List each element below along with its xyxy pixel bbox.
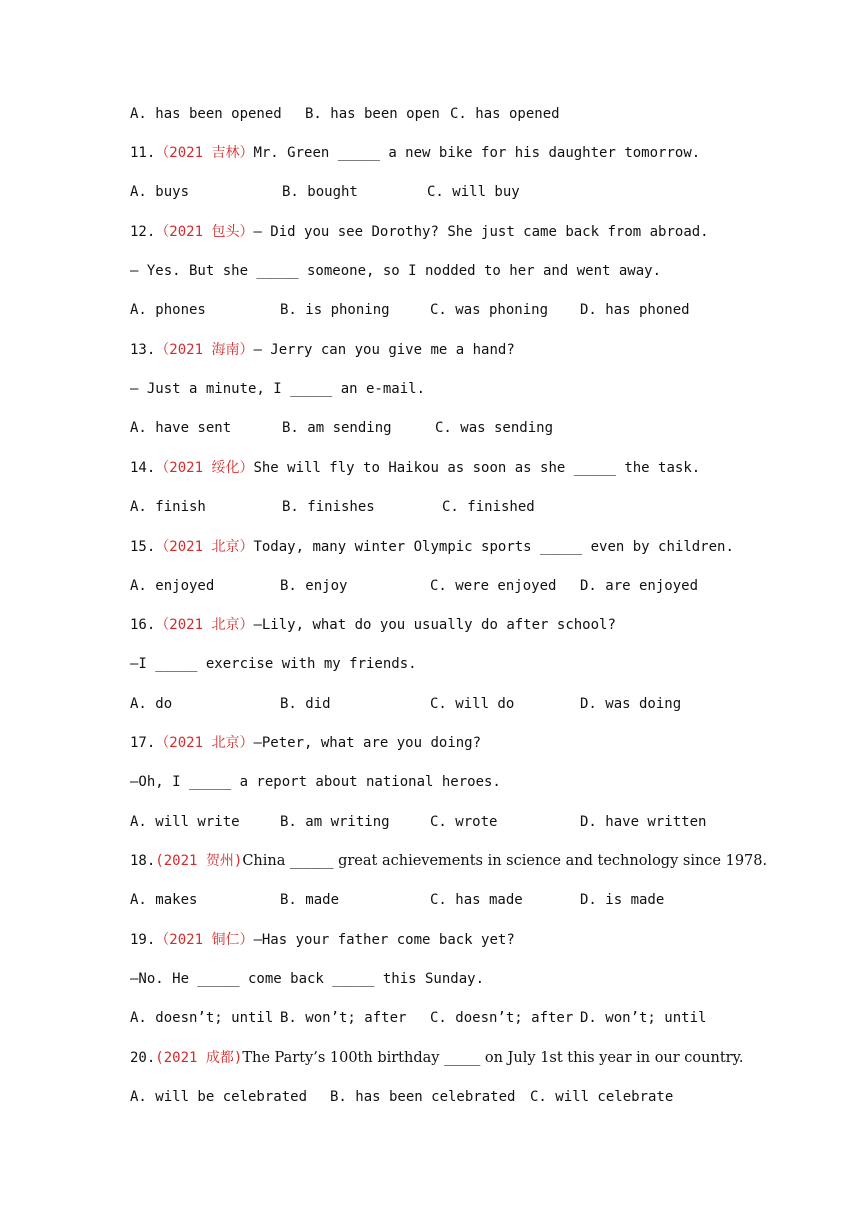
option-c: C. has opened [450, 106, 560, 122]
question-stem [130, 537, 734, 557]
option-a: A. doesn’t; until [130, 1010, 274, 1026]
answer-options [130, 497, 770, 517]
option-d: D. has phoned [580, 302, 690, 318]
option-a: A. do [130, 696, 173, 712]
option-c: C. was sending [435, 420, 554, 436]
option-c: C. wrote [430, 814, 498, 830]
question-stem [130, 851, 767, 871]
option-b: B. am sending [282, 420, 392, 436]
question-text: —Peter, what are you doing? [253, 735, 482, 751]
option-b: B. finishes [282, 499, 375, 515]
question-number: 15. [130, 539, 156, 555]
dialogue-line: — Yes. But she _____ someone, so I nodded to her and went away. [130, 263, 662, 279]
option-c: C. will do [430, 696, 515, 712]
question-text: —Lily, what do you usually do after school? [253, 617, 616, 633]
question-source: （2021 北京） [155, 735, 254, 751]
option-a: A. enjoyed [130, 578, 215, 594]
question-source: （2021 绥化） [155, 460, 254, 476]
option-b: B. am writing [280, 814, 390, 830]
dialogue-line: —I _____ exercise with my friends. [130, 656, 417, 672]
dialogue-line: —No. He _____ come back _____ this Sunday. [130, 971, 485, 987]
option-c: C. finished [442, 499, 535, 515]
question-number: 12. [130, 224, 156, 240]
question-source: （2021 铜仁） [155, 932, 254, 948]
question-text: —Has your father come back yet? [253, 932, 515, 948]
question-text: She will fly to Haikou as soon as she _____ the task. [253, 460, 701, 476]
question-stem [130, 1048, 743, 1068]
question-number: 20. [130, 1050, 156, 1066]
option-c: C. doesn’t; after [430, 1010, 574, 1026]
question-source: （2021 海南） [155, 342, 254, 358]
option-b: B. won’t; after [280, 1010, 407, 1026]
option-c: C. has made [430, 892, 523, 908]
question-source: （2021 吉林） [155, 145, 254, 161]
question-text: Today, many winter Olympic sports _____ even by children. [253, 539, 734, 555]
question-source: （2021 北京） [155, 617, 254, 633]
option-c: C. was phoning [430, 302, 549, 318]
answer-options [130, 694, 770, 714]
option-b: B. enjoy [280, 578, 348, 594]
option-b: B. bought [282, 184, 358, 200]
dialogue-line: —Oh, I _____ a report about national heroes. [130, 774, 501, 790]
option-d: D. is made [580, 892, 665, 908]
answer-options [130, 1008, 770, 1028]
question-stem [130, 340, 515, 360]
option-a: A. have sent [130, 420, 232, 436]
option-b: B. made [280, 892, 340, 908]
question-text: China ______ great achievements in science and technology since 1978. [242, 853, 768, 869]
question-number: 16. [130, 617, 156, 633]
option-c: C. will celebrate [530, 1089, 674, 1105]
option-a: A. phones [130, 302, 206, 318]
answer-options [130, 182, 770, 202]
question-stem [130, 458, 700, 478]
option-b: B. did [280, 696, 331, 712]
answer-options [130, 104, 770, 124]
answer-options [130, 418, 770, 438]
answer-options [130, 890, 770, 910]
answer-options [130, 1087, 770, 1107]
option-b: B. has been celebrated [330, 1089, 516, 1105]
question-stem [130, 222, 709, 242]
option-a: A. will be celebrated [130, 1089, 308, 1105]
option-d: D. was doing [580, 696, 682, 712]
option-c: C. were enjoyed [430, 578, 557, 594]
option-a: A. makes [130, 892, 198, 908]
question-number: 19. [130, 932, 156, 948]
question-source: （2021 北京） [155, 539, 254, 555]
question-stem [130, 615, 616, 635]
option-d: D. are enjoyed [580, 578, 699, 594]
option-b: B. is phoning [280, 302, 390, 318]
question-source: (2021 贺州) [155, 853, 243, 869]
question-number: 14. [130, 460, 156, 476]
question-number: 11. [130, 145, 156, 161]
question-stem [130, 143, 700, 163]
question-number: 18. [130, 853, 156, 869]
answer-options [130, 576, 770, 596]
option-d: D. won’t; until [580, 1010, 707, 1026]
question-stem [130, 930, 515, 950]
question-number: 13. [130, 342, 156, 358]
option-d: D. have written [580, 814, 707, 830]
option-a: A. buys [130, 184, 190, 200]
question-source: (2021 成都) [155, 1050, 243, 1066]
question-text: The Party’s 100th birthday _____ on July 1st this year in our country. [242, 1050, 744, 1066]
question-text: — Did you see Dorothy? She just came back from abroad. [253, 224, 709, 240]
option-b: B. has been open [305, 106, 440, 122]
option-a: A. finish [130, 499, 206, 515]
question-number: 17. [130, 735, 156, 751]
answer-options [130, 812, 770, 832]
question-text: Mr. Green _____ a new bike for his daughter tomorrow. [253, 145, 701, 161]
question-source: （2021 包头） [155, 224, 254, 240]
question-text: — Jerry can you give me a hand? [253, 342, 515, 358]
option-a: A. has been opened [130, 106, 282, 122]
dialogue-line: — Just a minute, I _____ an e-mail. [130, 381, 426, 397]
option-c: C. will buy [427, 184, 520, 200]
option-a: A. will write [130, 814, 240, 830]
answer-options [130, 300, 770, 320]
question-stem [130, 733, 481, 753]
